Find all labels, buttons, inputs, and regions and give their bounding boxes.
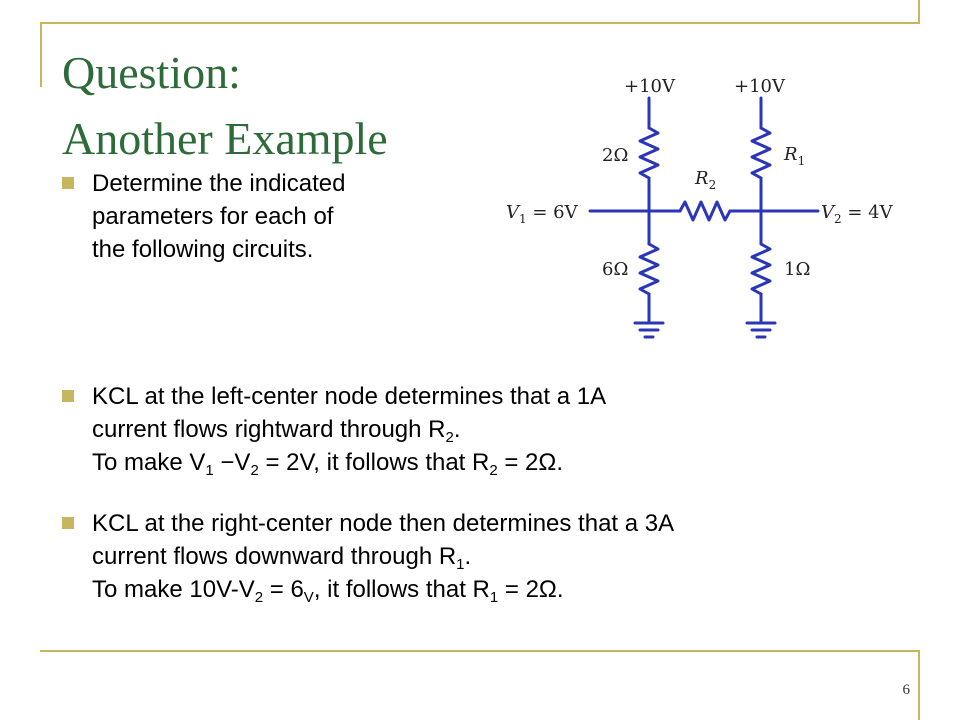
v2-subscript: 2 <box>834 212 842 226</box>
text-run: , it follows that R <box>313 576 490 603</box>
subscript: 2 <box>445 429 454 446</box>
text-run: current flows downward through R <box>92 543 457 570</box>
resistor-bottom-right-label: 1Ω <box>784 259 811 280</box>
resistor-r2-label <box>694 168 716 192</box>
text-run: = 2Ω. <box>497 449 564 476</box>
slide-title <box>62 40 388 172</box>
v1-label <box>506 202 579 226</box>
bullet-text-line: Determine the indicated <box>92 170 346 197</box>
subscript: 1 <box>456 556 465 573</box>
bullet-text-line: the following circuits. <box>92 236 314 263</box>
bullet-square-icon <box>62 517 74 529</box>
v1-symbol: V <box>506 202 519 223</box>
subscript: 1 <box>205 462 214 479</box>
text-run: . <box>453 416 461 443</box>
bullet-text-line: parameters for each of <box>92 203 334 230</box>
v2-symbol: V <box>821 202 834 223</box>
circuit-wires <box>590 98 818 337</box>
bullet-text-line <box>92 573 674 606</box>
text-run: = 6 <box>263 576 304 603</box>
subscript: 2 <box>489 462 498 479</box>
page-number: 6 <box>902 682 910 698</box>
frame-left-rule <box>40 22 42 87</box>
subscript: 2 <box>254 589 264 606</box>
text-run: KCL at the right-center node then determines that a 3A <box>92 510 675 537</box>
text-run: −V <box>213 449 251 476</box>
text-run: To make 10V-V <box>92 576 255 603</box>
r1-subscript: 1 <box>797 154 806 168</box>
r1-symbol: R <box>784 144 798 165</box>
v2-value: = 4V <box>841 202 893 223</box>
supply-right-label: +10V <box>734 76 785 97</box>
v1-subscript: 1 <box>519 212 527 226</box>
title-line-1: Question: <box>62 47 241 98</box>
bullet-square-icon <box>62 390 74 402</box>
v2-label <box>821 202 894 226</box>
supply-left-label: +10V <box>624 76 675 97</box>
text-run: KCL at the left-center node determines that a 1A <box>92 383 607 410</box>
r2-subscript: 2 <box>708 178 717 192</box>
circuit-diagram <box>498 68 918 348</box>
frame-top-rule <box>40 22 920 24</box>
bullet-text-line <box>92 540 674 573</box>
frame-bottom-rule <box>40 650 920 652</box>
text-run: To make V <box>92 449 206 476</box>
text-run: . <box>464 543 472 570</box>
subscript: V <box>303 589 314 606</box>
frame-bottom-right-rule <box>918 650 920 720</box>
resistor-top-left-label: 2Ω <box>602 145 629 166</box>
r2-symbol: R <box>695 168 709 189</box>
title-line-2: Another Example <box>62 113 388 164</box>
text-run: = 2V, it follows that R <box>258 449 490 476</box>
resistor-r1-label <box>783 144 805 168</box>
subscript: 2 <box>250 462 259 479</box>
v1-value: = 6V <box>526 202 578 223</box>
bullet-determine-parameters <box>92 167 345 266</box>
bullet-text-line <box>92 507 674 540</box>
bullet-kcl-right-center <box>92 507 674 606</box>
bullet-text-line <box>92 446 606 479</box>
bullet-kcl-left-center <box>92 380 606 479</box>
text-run: = 2Ω. <box>498 576 564 603</box>
frame-right-rule <box>918 0 920 24</box>
bullet-text-line <box>92 380 606 413</box>
bullet-square-icon <box>62 177 74 189</box>
text-run: current flows rightward through R <box>92 416 446 443</box>
bullet-text-line <box>92 413 606 446</box>
resistor-bottom-left-label: 6Ω <box>602 259 629 280</box>
subscript: 1 <box>489 589 499 606</box>
